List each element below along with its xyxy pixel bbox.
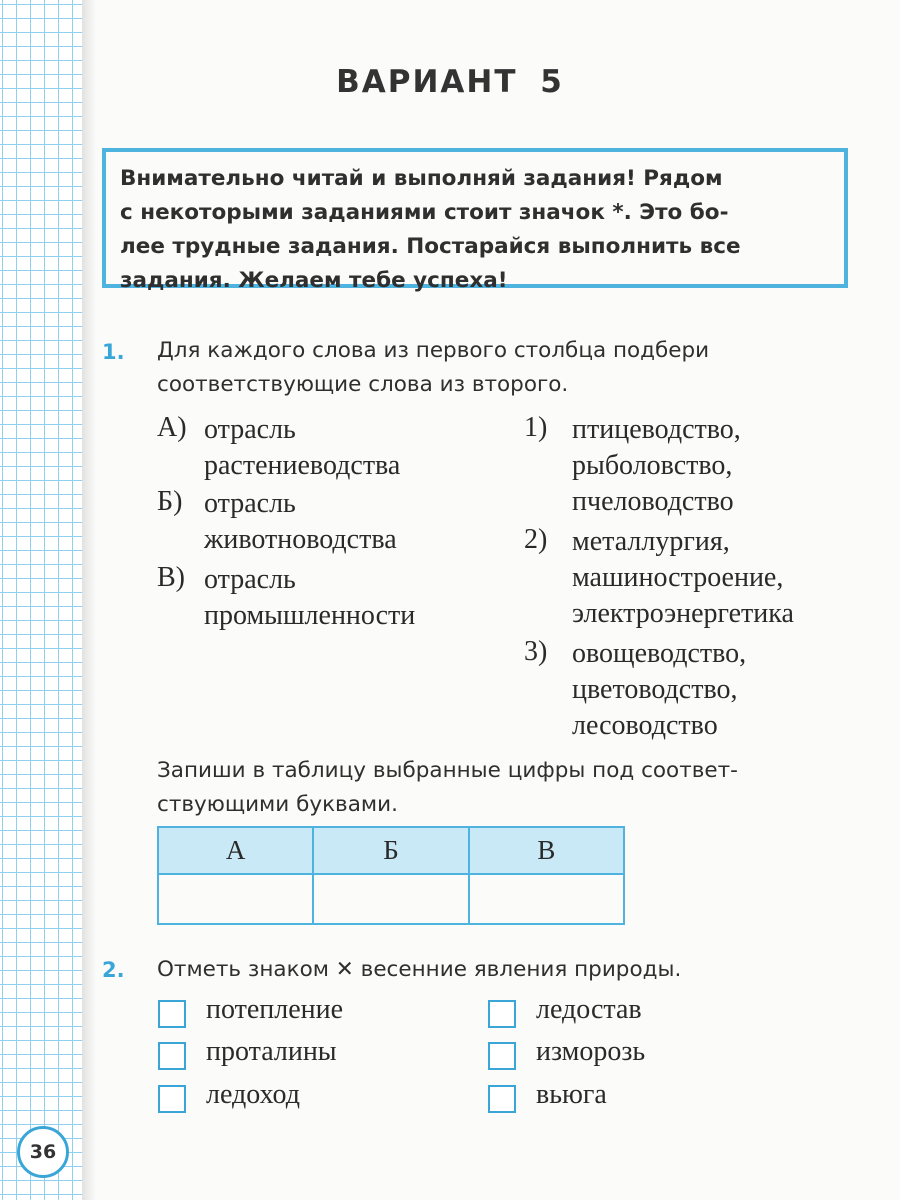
checkbox-square[interactable]	[488, 1085, 516, 1113]
option-a-text	[204, 412, 400, 484]
option-3-line: лесоводство	[572, 710, 718, 741]
option-number-2: 2)	[524, 524, 548, 555]
instructions-line: Внимательно читай и выполняй задания! Рядом	[120, 166, 723, 191]
option-a-line: отрасль	[204, 414, 296, 445]
option-2-line: металлургия,	[572, 526, 730, 557]
task-1-instruction	[157, 754, 851, 822]
option-number-3: 3)	[524, 636, 548, 667]
graph-paper-margin	[0, 0, 82, 1200]
checkbox-label: проталины	[206, 1036, 337, 1067]
option-2-line: машиностроение,	[572, 562, 784, 593]
option-b-text	[204, 486, 397, 558]
task-1-prompt-line: Для каждого слова из первого столбца подбери	[157, 338, 710, 363]
option-a-line: растениеводства	[204, 450, 401, 481]
option-b-line: животноводства	[204, 524, 397, 555]
checkbox-square[interactable]	[488, 1000, 516, 1028]
option-1-line: рыболовство,	[572, 450, 733, 481]
checkbox-square[interactable]	[158, 1000, 186, 1028]
answer-table-header-b: Б	[313, 827, 468, 874]
checkbox-label: изморозь	[536, 1036, 646, 1067]
checkbox-square[interactable]	[488, 1042, 516, 1070]
task-2-prompt	[157, 953, 851, 987]
answer-table-input-row	[158, 874, 624, 924]
option-letter-v: В)	[157, 562, 185, 593]
instructions-line: задания. Желаем тебе успеха!	[120, 268, 508, 293]
option-v-text	[204, 562, 415, 634]
checkbox-square[interactable]	[158, 1042, 186, 1070]
option-3-line: цветоводство,	[572, 674, 738, 705]
option-3-line: овощеводство,	[572, 638, 747, 669]
task-1-prompt-line: соответствующие слова из второго.	[157, 372, 569, 397]
task-2-prompt-end: весенние явления природы.	[360, 957, 682, 982]
option-1-text	[572, 412, 741, 520]
checkbox-square[interactable]	[158, 1085, 186, 1113]
option-3-text	[572, 636, 746, 744]
option-v-line: отрасль	[204, 564, 296, 595]
answer-cell-v[interactable]	[469, 874, 624, 924]
task-1-prompt	[157, 334, 851, 402]
checkbox-label: ледостав	[536, 994, 642, 1025]
instructions-line: с некоторыми заданиями стоит значок *. Это бо-	[120, 200, 729, 225]
task-2-number: 2.	[102, 958, 125, 982]
option-1-line: пчеловодство	[572, 486, 734, 517]
page-fold-shadow	[82, 0, 96, 1200]
option-b-line: отрасль	[204, 488, 296, 519]
cross-mark-icon: ✕	[335, 957, 354, 982]
answer-table	[157, 826, 625, 925]
instructions-box	[102, 148, 848, 293]
answer-table-header-a: А	[158, 827, 313, 874]
option-2-text	[572, 524, 794, 632]
answer-cell-a[interactable]	[158, 874, 313, 924]
task-2-prompt-start: Отметь знаком	[157, 957, 329, 982]
page-title: ВАРИАНТ 5	[336, 64, 564, 100]
task-1-instruction-line: ствующими буквами.	[157, 792, 398, 817]
option-2-line: электроэнергетика	[572, 598, 794, 629]
option-1-line: птицеводство,	[572, 414, 741, 445]
checkbox-label: вьюга	[536, 1079, 607, 1110]
option-letter-b: Б)	[157, 486, 183, 517]
option-number-1: 1)	[524, 412, 548, 443]
option-v-line: промышленности	[204, 600, 416, 631]
instructions-line: лее трудные задания. Постарайся выполнить все	[120, 234, 741, 259]
task-1-number: 1.	[102, 340, 125, 364]
checkbox-label: потепление	[206, 994, 344, 1025]
answer-table-header-row	[158, 827, 624, 874]
answer-table-header-v: В	[469, 827, 624, 874]
checkbox-label: ледоход	[206, 1079, 300, 1110]
answer-cell-b[interactable]	[313, 874, 468, 924]
task-1-instruction-line: Запиши в таблицу выбранные цифры под соответ-	[157, 758, 738, 783]
option-letter-a: А)	[157, 412, 187, 443]
page-number-badge: 36	[17, 1126, 69, 1178]
